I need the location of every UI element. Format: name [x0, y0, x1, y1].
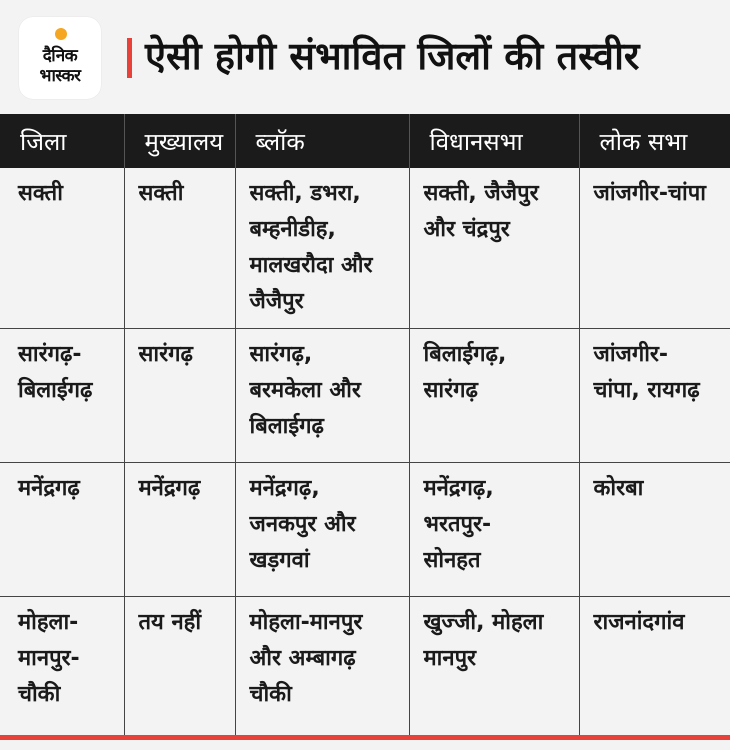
header-district: जिला [0, 114, 124, 168]
dainik-bhaskar-logo [19, 17, 101, 99]
cell-block: सक्ती, डभरा, बम्हनीडीह, मालखरौदा और जैजैपुर [235, 168, 409, 328]
cell-lok-sabha: राजनांदगांव [579, 596, 730, 736]
page-title: ऐसी होगी संभावित जिलों की तस्वीर [145, 34, 640, 78]
cell-district: सारंगढ़- बिलाईगढ़ [0, 328, 124, 462]
header-headquarters: मुख्यालय [124, 114, 235, 168]
cell-lok-sabha: कोरबा [579, 462, 730, 596]
table-row [0, 462, 730, 596]
bottom-accent-bar [0, 735, 730, 740]
header-lok-sabha: लोक सभा [579, 114, 730, 168]
sun-icon [55, 28, 67, 40]
cell-lok-sabha: जांजगीर- चांपा, रायगढ़ [579, 328, 730, 462]
cell-district: मोहला- मानपुर- चौकी [18, 609, 80, 707]
districts-table [0, 114, 730, 736]
header-block: ब्लॉक [235, 114, 409, 168]
table-row [0, 168, 730, 328]
cell-headquarters: सक्ती [124, 168, 235, 328]
cell-headquarters: सारंगढ़ [124, 328, 235, 462]
table-header-row [0, 114, 730, 168]
cell-assembly: खुज्जी, मोहला मानपुर [409, 596, 579, 736]
cell-block: मनेंद्रगढ़, जनकपुर और खड़गवां [235, 462, 409, 596]
header [0, 0, 730, 114]
cell-block: मोहला-मानपुर और अम्बागढ़ चौकी [235, 596, 409, 736]
cell-assembly: सक्ती, जैजैपुर और चंद्रपुर [409, 168, 579, 328]
cell-headquarters: मनेंद्रगढ़ [124, 462, 235, 596]
cell-block: सारंगढ़, बरमकेला और बिलाईगढ़ [235, 328, 409, 462]
cell-headquarters: तय नहीं [124, 596, 235, 736]
cell-assembly: मनेंद्रगढ़, भरतपुर- सोनहत [409, 462, 579, 596]
header-assembly: विधानसभा [409, 114, 579, 168]
cell-lok-sabha: जांजगीर-चांपा [579, 168, 730, 328]
table-row [0, 596, 730, 736]
logo-text-line1: दैनिक [42, 46, 78, 66]
cell-assembly: बिलाईगढ़, सारंगढ़ [409, 328, 579, 462]
cell-district: मनेंद्रगढ़ [0, 462, 124, 596]
table-row [0, 328, 730, 462]
logo-text-line2: भास्कर [39, 66, 81, 86]
title-accent-bar [127, 38, 132, 78]
cell-district: सक्ती [0, 168, 124, 328]
